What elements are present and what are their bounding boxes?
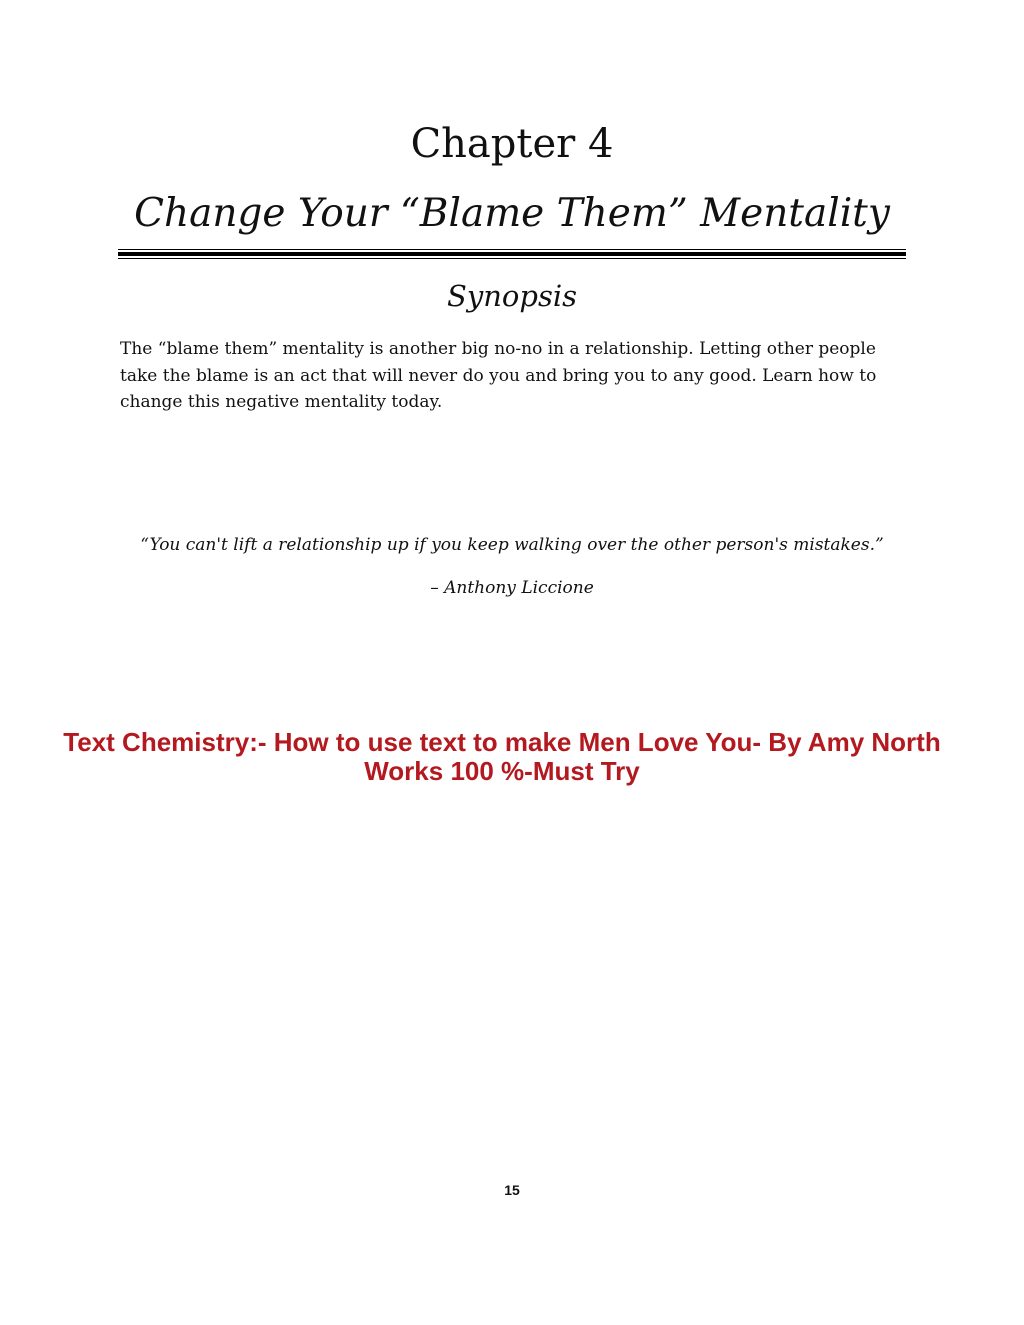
title-divider-thick-line	[118, 252, 906, 256]
chapter-number: Chapter 4	[410, 121, 614, 167]
title-divider-bottom-line	[118, 258, 906, 259]
promo-link-line-1: Text Chemistry:- How to use text to make Men Love You- By Amy North	[63, 727, 941, 757]
quote-text: “You can't lift a relationship up if you keep walking over the other person's mistakes.”	[140, 535, 884, 555]
title-divider	[118, 249, 906, 260]
synopsis-paragraph: The “blame them” mentality is another big no-no in a relationship. Letting other people take the blame is an act that will never do you and bring you to any good. Learn how to change this negative mentality today.	[120, 339, 877, 412]
promo-link-line-2: Works 100 %-Must Try	[364, 756, 640, 786]
chapter-title: Change Your “Blame Them” Mentality	[134, 191, 890, 236]
title-divider-top-line	[118, 249, 906, 250]
synopsis-heading: Synopsis	[447, 279, 577, 313]
page-number: 15	[504, 1182, 520, 1198]
quote-author: – Anthony Liccione	[430, 578, 594, 598]
promo-link[interactable]	[0, 728, 1004, 786]
